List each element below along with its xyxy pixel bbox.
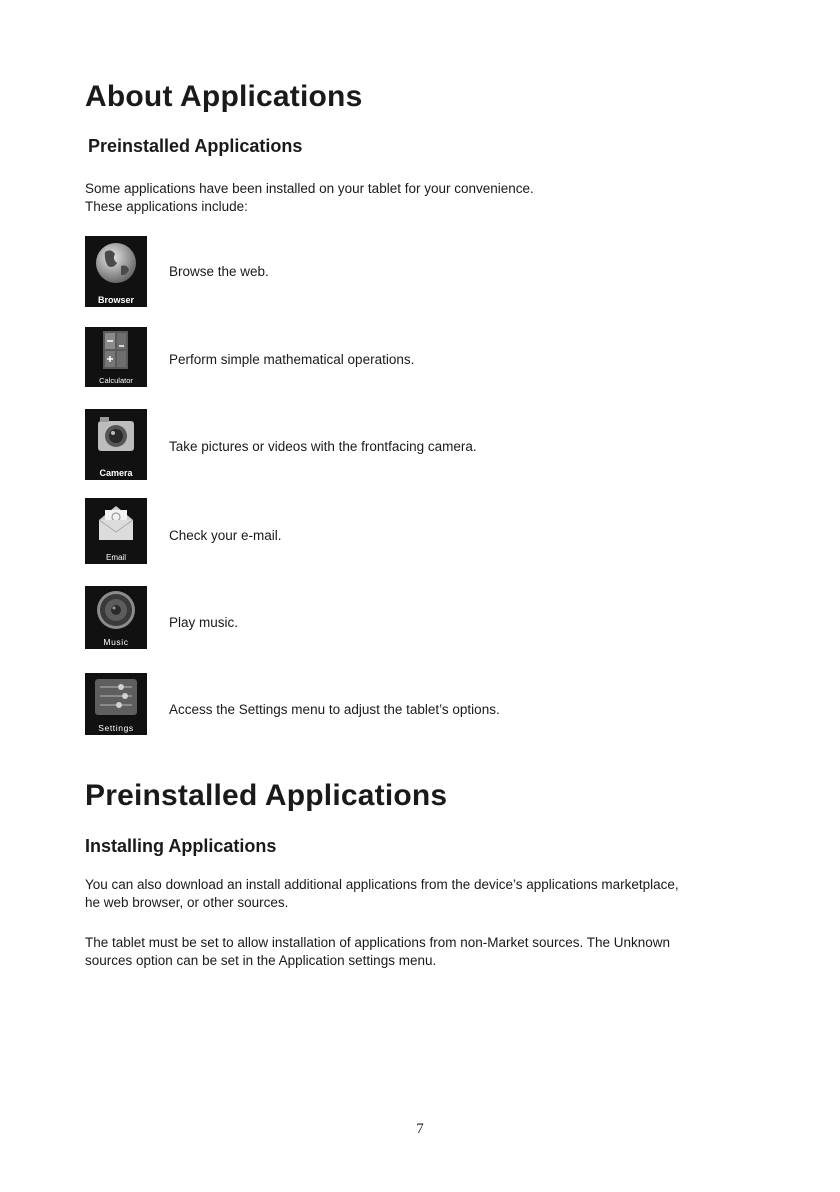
intro-line: Some applications have been installed on your tablet for your convenience. (85, 181, 534, 196)
app-icon-settings (85, 673, 147, 735)
app-icon-email (85, 498, 147, 564)
page-title: About Applications (85, 80, 363, 113)
paragraph-line: You can also download an install additional applications from the device’s applications marketplace, (85, 877, 679, 892)
app-description: Take pictures or videos with the frontfacing camera. (169, 439, 477, 454)
body-paragraph (85, 934, 670, 970)
app-label: Settings (98, 723, 134, 733)
intro-line: These applications include: (85, 199, 248, 214)
section-subtitle: Installing Applications (85, 836, 277, 856)
intro-paragraph (85, 180, 534, 216)
section-subtitle: Preinstalled Applications (88, 136, 303, 156)
app-description: Browse the web. (169, 264, 269, 279)
app-label: Calculator (99, 376, 133, 385)
app-label: Email (105, 553, 126, 562)
app-description: Play music. (169, 615, 239, 630)
app-icon-browser (85, 236, 147, 307)
app-description: Check your e-mail. (169, 528, 282, 543)
body-paragraph (85, 876, 679, 912)
section-title: Preinstalled Applications (85, 779, 448, 812)
app-description: Perform simple mathematical operations. (169, 352, 415, 367)
app-icon-camera (85, 409, 147, 480)
app-icon-music (85, 586, 147, 649)
paragraph-line: The tablet must be set to allow installation of applications from non-Market sources. The Unknown (85, 935, 671, 950)
app-label: Music (103, 637, 129, 647)
app-description: Access the Settings menu to adjust the tablet’s options. (169, 702, 500, 717)
app-icon-calculator (85, 327, 147, 387)
app-label: Camera (99, 468, 133, 478)
paragraph-line: he web browser, or other sources. (85, 895, 289, 910)
paragraph-line: sources option can be set in the Application settings menu. (85, 953, 437, 968)
app-label: Browser (97, 295, 134, 305)
page-number: 7 (416, 1121, 424, 1137)
